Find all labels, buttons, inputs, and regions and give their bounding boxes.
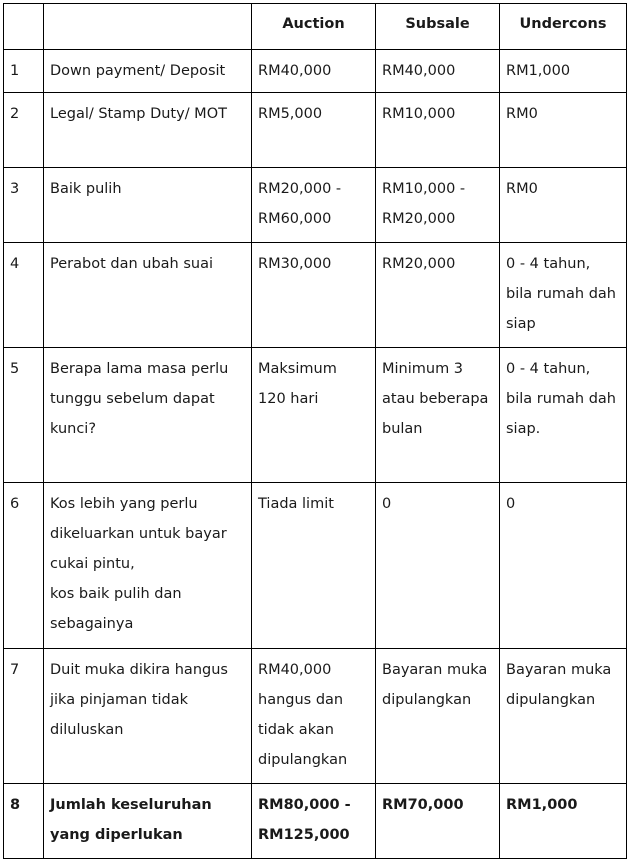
cell-auction: RM20,000 - RM60,000 (252, 168, 376, 243)
cell-undercons: Bayaran muka dipulangkan (500, 649, 627, 784)
header-num-cell (4, 4, 44, 50)
cell-auction: RM40,000 hangus dan tidak akan dipulangkan (252, 649, 376, 784)
cell-auction: RM30,000 (252, 243, 376, 348)
cell-undercons: 0 (500, 483, 627, 649)
cell-auction: RM40,000 (252, 50, 376, 93)
table-row (4, 168, 627, 243)
row-number: 4 (4, 243, 44, 348)
header-undercons: Undercons (500, 4, 627, 50)
cell-auction: Tiada limit (252, 483, 376, 649)
cell-subsale: RM10,000 (376, 93, 500, 168)
row-item: Berapa lama masa perlu tunggu sebelum dapat kunci? (44, 348, 252, 483)
cell-undercons: RM0 (500, 93, 627, 168)
cell-subsale: Minimum 3 atau beberapa bulan (376, 348, 500, 483)
header-item-cell (44, 4, 252, 50)
cell-undercons: RM1,000 (500, 784, 627, 859)
row-item (44, 483, 252, 649)
row-item: Jumlah keseluruhan yang diperlukan (44, 784, 252, 859)
cell-auction: RM5,000 (252, 93, 376, 168)
table-row-total (4, 784, 627, 859)
row-number: 7 (4, 649, 44, 784)
row-item: Duit muka dikira hangus jika pinjaman tidak diluluskan (44, 649, 252, 784)
cell-undercons: 0 - 4 tahun, bila rumah dah siap (500, 243, 627, 348)
row-number: 6 (4, 483, 44, 649)
cell-undercons: 0 - 4 tahun, bila rumah dah siap. (500, 348, 627, 483)
row-number: 2 (4, 93, 44, 168)
cell-subsale: Bayaran muka dipulangkan (376, 649, 500, 784)
comparison-table (3, 3, 627, 859)
table-row (4, 50, 627, 93)
table-row (4, 243, 627, 348)
header-auction: Auction (252, 4, 376, 50)
row-number: 8 (4, 784, 44, 859)
row-item: Down payment/ Deposit (44, 50, 252, 93)
table-row (4, 649, 627, 784)
table-row (4, 348, 627, 483)
table-row (4, 483, 627, 649)
cell-auction: Maksimum 120 hari (252, 348, 376, 483)
row-item-line-2: kos baik pulih dan sebagainya (50, 586, 182, 632)
row-item: Perabot dan ubah suai (44, 243, 252, 348)
cell-subsale: RM40,000 (376, 50, 500, 93)
header-row (4, 4, 627, 50)
row-item-line-1: Kos lebih yang perlu dikeluarkan untuk bayar cukai pintu, (50, 496, 227, 572)
row-number: 1 (4, 50, 44, 93)
header-subsale: Subsale (376, 4, 500, 50)
cell-subsale: 0 (376, 483, 500, 649)
row-item: Baik pulih (44, 168, 252, 243)
cell-subsale: RM20,000 (376, 243, 500, 348)
cell-undercons: RM0 (500, 168, 627, 243)
row-item: Legal/ Stamp Duty/ MOT (44, 93, 252, 168)
cell-auction: RM80,000 - RM125,000 (252, 784, 376, 859)
row-number: 3 (4, 168, 44, 243)
table-row (4, 93, 627, 168)
cell-subsale: RM70,000 (376, 784, 500, 859)
cell-subsale: RM10,000 - RM20,000 (376, 168, 500, 243)
row-number: 5 (4, 348, 44, 483)
cell-undercons: RM1,000 (500, 50, 627, 93)
